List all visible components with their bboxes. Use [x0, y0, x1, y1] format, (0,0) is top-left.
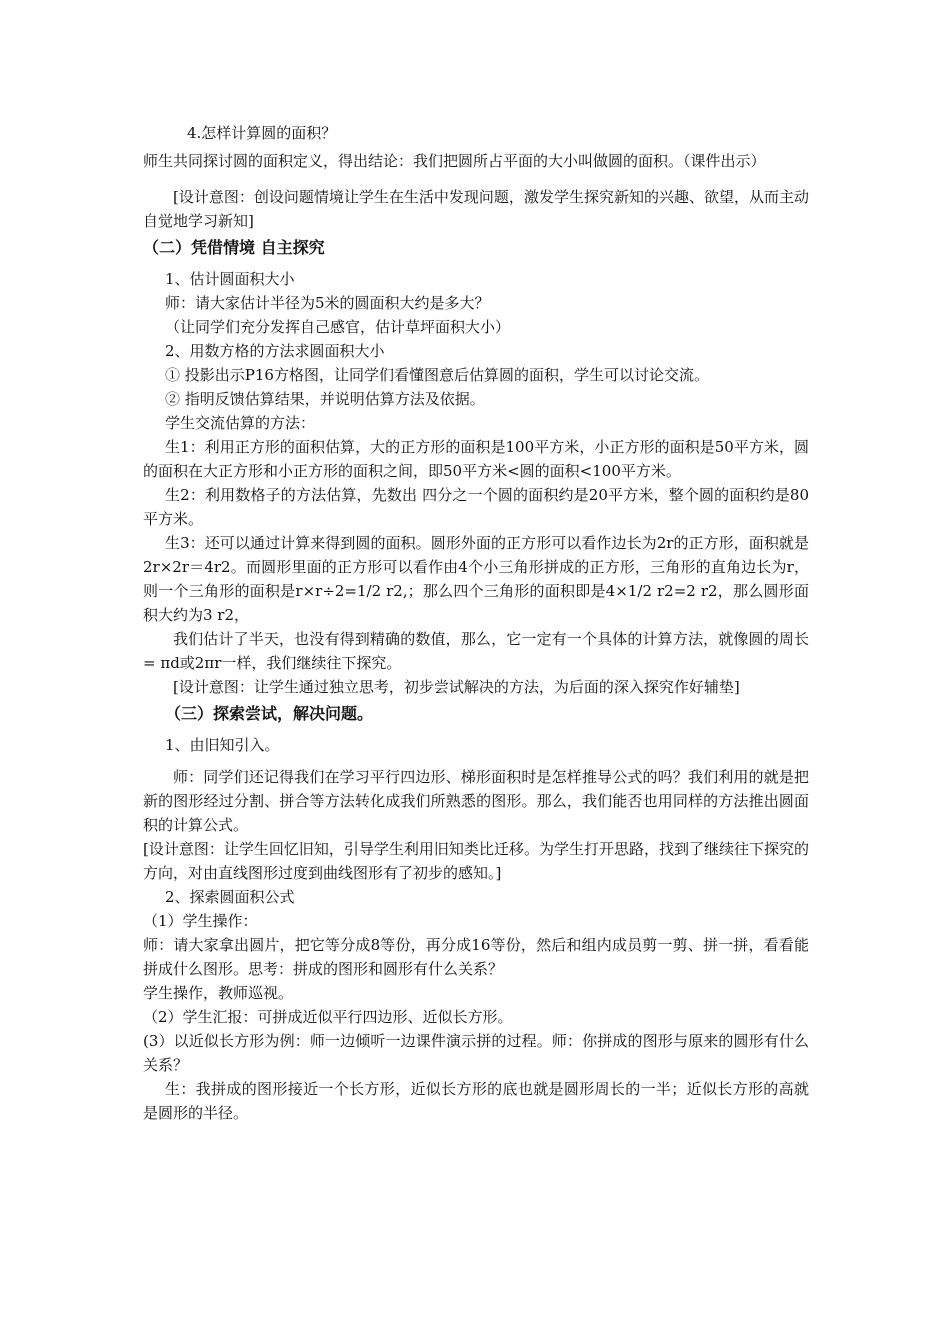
- paragraph: 1、由旧知引入。: [165, 736, 280, 754]
- document-body: [143, 121, 809, 1125]
- paragraph: 2、探索圆面积公式: [165, 888, 295, 906]
- design-intent-note: [设计意图：创设问题情境让学生在生活中发现问题，激发学生探究新知的兴趣、欲望，从而主动自觉地学习新知]: [143, 188, 809, 230]
- paragraph: 学生操作，教师巡视。: [143, 984, 294, 1002]
- paragraph: （1）学生操作：: [143, 912, 258, 930]
- paragraph: 1、估计圆面积大小: [165, 270, 295, 288]
- design-intent-note: [设计意图：让学生回忆旧知，引导学生利用旧知类比迁移。为学生打开思路，找到了继续往下探究的方向，对由直线图形过度到曲线图形有了初步的感知。]: [143, 840, 809, 882]
- paragraph: ① 投影出示P16方格图，让同学们看懂图意后估算圆的面积，学生可以讨论交流。: [165, 366, 709, 384]
- paragraph: 师生共同探讨圆的面积定义，得出结论：我们把圆所占平面的大小叫做圆的面积。（课件出示）: [143, 152, 766, 170]
- paragraph: 生3：还可以通过计算来得到圆的面积。圆形外面的正方形可以看作边长为2r的正方形，面积就是2r×2r＝4r2。而圆形里面的正方形可以看作由4个小三角形拼成的正方形，三角形的直角边长为r，则一个三角形的面积是r×r÷2=1/2 r2,；那么四个三角形的面积即是4×1/2 r2=2 r2，那么圆形面积大约为3 r2，: [143, 534, 809, 624]
- paragraph: ② 指明反馈估算结果，并说明估算方法及依据。: [165, 390, 485, 408]
- paragraph: 生2：利用数格子的方法估算，先数出 四分之一个圆的面积约是20平方米，整个圆的面积约是80平方米。: [143, 486, 809, 528]
- paragraph: （2）学生汇报：可拼成近似平行四边形、近似长方形。: [143, 1008, 513, 1026]
- paragraph: 师：请大家估计半径为5米的圆面积大约是多大？: [165, 294, 490, 312]
- paragraph: 4.怎样计算圆的面积？: [187, 124, 337, 142]
- design-intent-note: [设计意图：让学生通过独立思考，初步尝试解决的方法，为后面的深入探究作好辅垫]: [173, 678, 740, 696]
- paragraph: 2、用数方格的方法求圆面积大小: [165, 342, 385, 360]
- section-heading: （三）探索尝试，解决问题。: [165, 704, 374, 723]
- paragraph: 师：请大家拿出圆片，把它等分成8等份，再分成16等份，然后和组内成员剪一剪、拼一拼，看看能拼成什么图形。思考：拼成的图形和圆形有什么关系？: [143, 936, 809, 978]
- paragraph: 生1：利用正方形的面积估算，大的正方形的面积是100平方米，小正方形的面积是50平方米，圆的面积在大正方形和小正方形的面积之间，即50平方米<圆的面积<100平方米。: [143, 438, 809, 480]
- paragraph: 师：同学们还记得我们在学习平行四边形、梯形面积时是怎样推导公式的吗？我们利用的就是把新的图形经过分割、拼合等方法转化成我们所熟悉的图形。那么，我们能否也用同样的方法推出圆面积的计算公式。: [143, 768, 809, 834]
- paragraph: 生：我拼成的图形接近一个长方形，近似长方形的底也就是圆形周长的一半；近似长方形的高就是圆形的半径。: [143, 1080, 809, 1122]
- paragraph: 学生交流估算的方法：: [165, 414, 316, 432]
- section-heading: （二）凭借情境 自主探究: [143, 238, 325, 257]
- paragraph: （让同学们充分发挥自己感官，估计草坪面积大小）: [165, 318, 511, 336]
- paragraph: (3）以近似长方形为例：师一边倾听一边课件演示拼的过程。师：你拼成的图形与原来的圆形有什么关系？: [143, 1032, 809, 1074]
- paragraph: 我们估计了半天，也没有得到精确的数值，那么，它一定有一个具体的计算方法，就像圆的周长= πd或2πr一样，我们继续往下探究。: [143, 630, 809, 672]
